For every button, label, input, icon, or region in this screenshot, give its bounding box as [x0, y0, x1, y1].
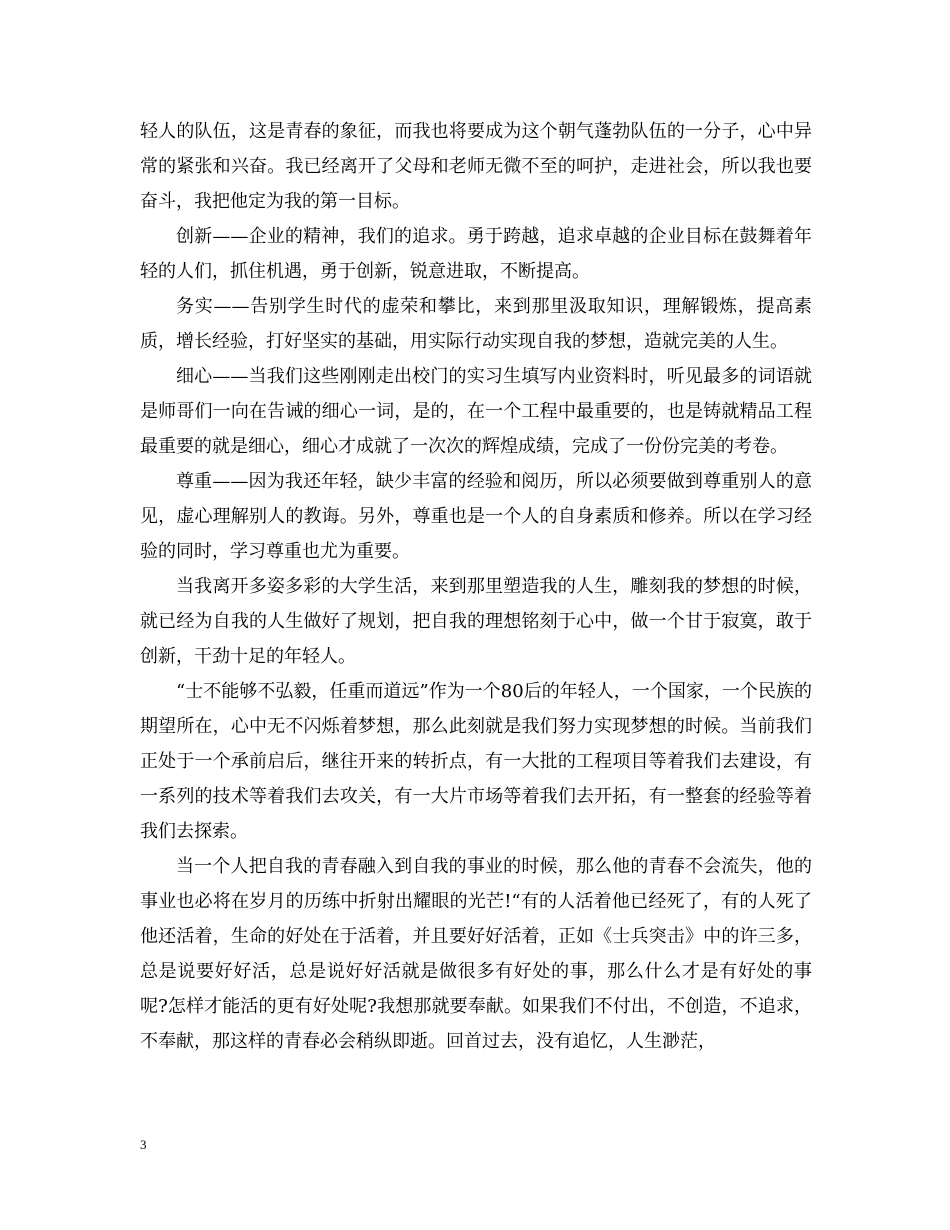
- body-text: [140, 114, 812, 1059]
- paragraph-quote-dream: “士不能够不弘毅，任重而道远”作为一个80后的年轻人，一个国家，一个民族的期望所在，心中无不闪烁着梦想，那么此刻就是我们努力实现梦想的时候。当前我们正处于一个承前启后，继往开来的转折点，有一大批的工程项目等着我们去建设，有一系列的技术等着我们去攻关，有一大片市场等着我们去开拓，有一整套的经验等着我们去探索。: [140, 681, 812, 842]
- paragraph-life-plan: 当我离开多姿多彩的大学生活，来到那里塑造我的人生，雕刻我的梦想的时候，就已经为自我的人生做好了规划，把自我的理想铭刻于心中，做一个甘于寂寞，敢于创新，干劲十足的年轻人。: [140, 576, 812, 667]
- paragraph-respect: 尊重——因为我还年轻，缺少丰富的经验和阅历，所以必须要做到尊重别人的意见，虚心理解别人的教诲。另外，尊重也是一个人的自身素质和修养。所以在学习经验的同时，学习尊重也尤为重要。: [140, 471, 812, 562]
- page-number: 3: [140, 1137, 147, 1152]
- paragraph-continued: 轻人的队伍，这是青春的象征，而我也将要成为这个朝气蓬勃队伍的一分子，心中异常的紧张和兴奋。我已经离开了父母和老师无微不至的呵护，走进社会，所以我也要奋斗，我把他定为我的第一目标。: [140, 121, 812, 212]
- paragraph-pragmatism: 务实——告别学生时代的虚荣和攀比，来到那里汲取知识，理解锻炼，提高素质，增长经验，打好坚实的基础，用实际行动实现自我的梦想，造就完美的人生。: [140, 296, 812, 352]
- paragraph-innovation: 创新——企业的精神，我们的追求。勇于跨越，追求卓越的企业目标在鼓舞着年轻的人们，抓住机遇，勇于创新，锐意进取，不断提高。: [140, 226, 812, 282]
- paragraph-carefulness: 细心——当我们这些刚刚走出校门的实习生填写内业资料时，听见最多的词语就是师哥们一向在告诫的细心一词，是的，在一个工程中最重要的，也是铸就精品工程最重要的就是细心，细心才成就了一次次的辉煌成绩，完成了一份份完美的考卷。: [140, 366, 812, 457]
- paragraph-youth-career: 当一个人把自我的青春融入到自我的事业的时候，那么他的青春不会流失，他的事业也必将在岁月的历练中折射出耀眼的光芒!“有的人活着他已经死了，有的人死了他还活着，生命的好处在于活着，并且要好好活着，正如《士兵突击》中的许三多，总是说要好好活，总是说好好活就是做很多有好处的事，那么什么才是有好处的事呢?怎样才能活的更有好处呢?我想那就要奉献。如果我们不付出，不创造，不追求，不奉献，那这样的青春必会稍纵即逝。回首过去，没有追忆，人生渺茫，: [140, 856, 812, 1052]
